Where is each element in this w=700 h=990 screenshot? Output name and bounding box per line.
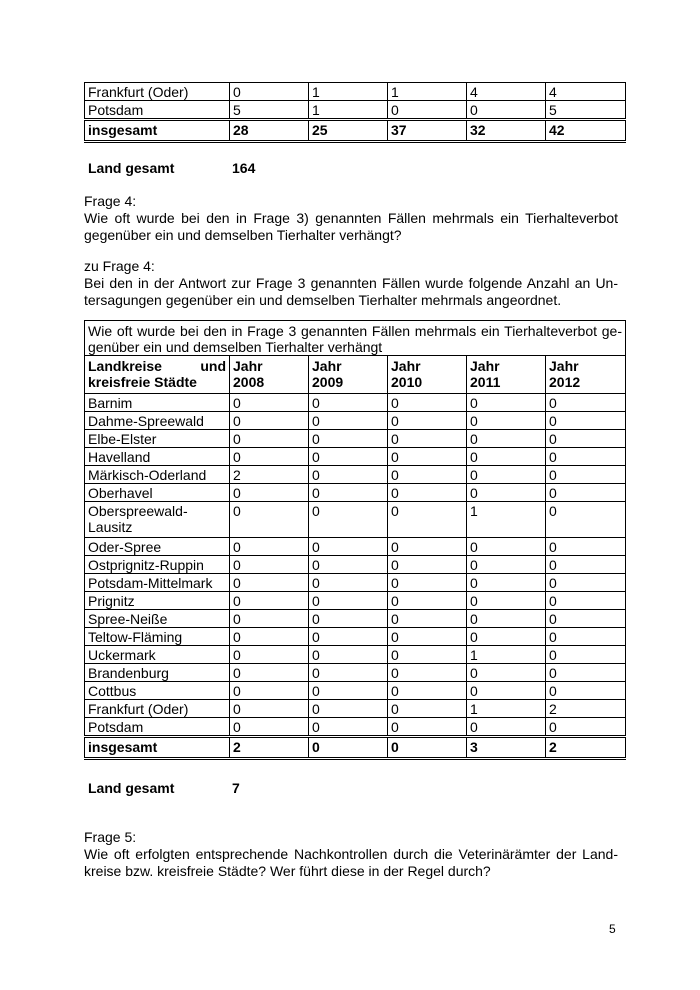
top-table (84, 82, 626, 143)
table-caption-line: Wie oft wurde bei den in Frage 3 genannten Fällen mehrmals ein Tierhalteverbot ge- (88, 323, 622, 339)
table-row: Cottbus 0 0 0 0 0 (85, 682, 626, 700)
table-row: Oberspreewald- Lausitz 0 0 0 1 0 (85, 502, 626, 538)
table-total-row: insgesamt 28 25 37 32 42 (85, 120, 626, 142)
main-table (84, 320, 626, 760)
answer-text-line: Bei den in der Antwort zur Frage 3 genannten Fällen wurde folgende Anzahl an Un- (84, 275, 618, 291)
table-total-row: insgesamt 2 0 0 3 2 (85, 737, 626, 759)
question-text-line: gegenüber ein und demselben Tierhalter verhängt? (84, 227, 402, 243)
question-text-line: kreise bzw. kreisfreie Städte? Wer führt diese in der Regel durch? (84, 863, 491, 879)
table-row: Elbe-Elster 0 0 0 0 0 (85, 430, 626, 448)
table-row: Oder-Spree 0 0 0 0 0 (85, 538, 626, 556)
question-4 (84, 193, 618, 244)
land-gesamt-label: Land gesamt (88, 160, 175, 176)
question-heading: Frage 5: (84, 829, 137, 845)
column-header-year: Jahr 2011 (467, 356, 546, 394)
table-caption-row (85, 321, 626, 356)
table-row: Prignitz 0 0 0 0 0 (85, 592, 626, 610)
table-row: Dahme-Spreewald 0 0 0 0 0 (85, 412, 626, 430)
table-row: Barnim 0 0 0 0 0 (85, 394, 626, 412)
table-caption-line: genüber ein und demselben Tierhalter verhängt (88, 339, 383, 355)
question-text-line: Wie oft erfolgten entsprechende Nachkontrollen durch die Veterinärämter der Land- (84, 846, 618, 862)
table-row: Brandenburg 0 0 0 0 0 (85, 664, 626, 682)
table-row: Frankfurt (Oder) 0 1 1 4 4 (85, 83, 626, 101)
table-row: Märkisch-Oderland 2 0 0 0 0 (85, 466, 626, 484)
table-row: Frankfurt (Oder) 0 0 0 1 2 (85, 700, 626, 718)
column-header-year: Jahr 2008 (230, 356, 309, 394)
answer-text-line: tersagungen gegenüber ein und demselben Tierhalter mehrmals angeordnet. (84, 292, 562, 308)
land-gesamt-label: Land gesamt (88, 780, 175, 796)
table-row: Teltow-Fläming 0 0 0 0 0 (85, 628, 626, 646)
table-row: Uckermark 0 0 0 1 0 (85, 646, 626, 664)
answer-heading: zu Frage 4: (84, 258, 155, 274)
answer-4 (84, 258, 618, 309)
table-row: Ostprignitz-Ruppin 0 0 0 0 0 (85, 556, 626, 574)
table-row: Potsdam-Mittelmark 0 0 0 0 0 (85, 574, 626, 592)
page-number: 5 (609, 922, 616, 936)
question-text-line: Wie oft wurde bei den in Frage 3) genannten Fällen mehrmals ein Tierhalteverbot (84, 210, 618, 226)
table-row: Potsdam 5 1 0 0 5 (85, 101, 626, 120)
column-header-landkreise: Landkreise und kreisfreie Städte (85, 356, 230, 394)
table-header-row (85, 356, 626, 394)
question-5 (84, 829, 618, 880)
table-row: Spree-Neiße 0 0 0 0 0 (85, 610, 626, 628)
column-header-year: Jahr 2009 (309, 356, 388, 394)
column-header-year: Jahr 2012 (546, 356, 626, 394)
column-header-year: Jahr 2010 (388, 356, 467, 394)
question-heading: Frage 4: (84, 193, 137, 209)
land-gesamt-value: 7 (232, 780, 240, 796)
table-row: Oberhavel 0 0 0 0 0 (85, 484, 626, 502)
land-gesamt-value: 164 (232, 160, 256, 176)
table-row: Havelland 0 0 0 0 0 (85, 448, 626, 466)
table-row: Potsdam 0 0 0 0 0 (85, 718, 626, 737)
